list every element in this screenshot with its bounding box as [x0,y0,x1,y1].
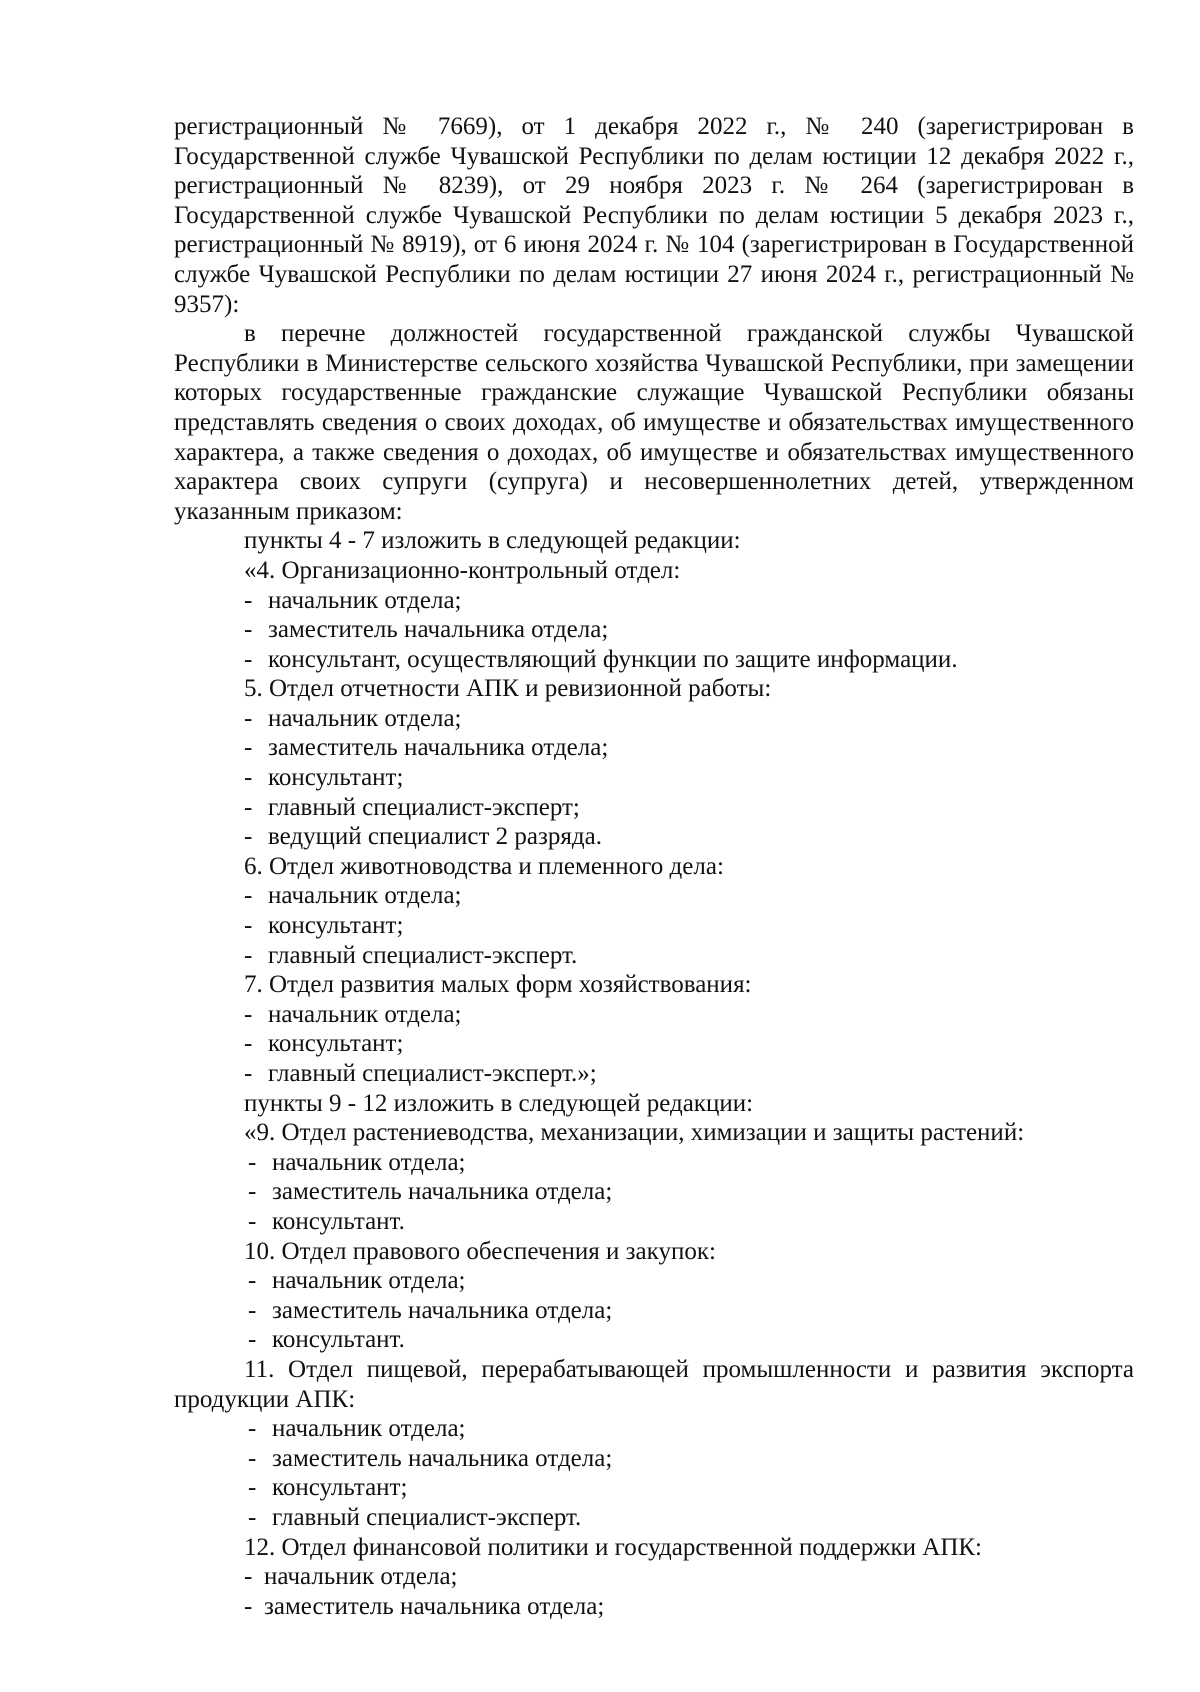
list-item: - начальник отдела; [244,586,462,614]
list-item: - начальник отдела; [244,1563,458,1591]
list-item: - заместитель начальника отдела; [248,1444,613,1472]
list-item: - консультант; [244,912,404,940]
section-heading: 6. Отдел животноводства и племенного дела: [244,852,724,880]
list-item: - заместитель начальника отдела; [244,1592,605,1620]
section-heading: 11. Отдел пищевой, перерабатывающей промышленности и развития экспорта продукции АПК: [174,1355,1134,1413]
document-page [174,112,1134,1621]
list-item: - консультант; [248,1474,408,1502]
list-item: - начальник отдела; [248,1267,466,1295]
amendment-line: пункты 4 - 7 изложить в следующей редакции: [244,527,741,555]
list-item: - консультант. [248,1207,405,1235]
list-item: - заместитель начальника отдела; [244,734,609,762]
list-item: - заместитель начальника отдела; [248,1178,613,1206]
list-item: - начальник отдела; [244,1000,462,1028]
section-heading: 5. Отдел отчетности АПК и ревизионной работы: [244,675,772,703]
section-heading: «9. Отдел растениеводства, механизации, химизации и защиты растений: [244,1119,1025,1147]
amendment-line: пункты 9 - 12 изложить в следующей редакции: [244,1089,754,1117]
list-item: - начальник отдела; [244,882,462,910]
list-item: - начальник отдела; [248,1148,466,1176]
section-heading: «4. Организационно-контрольный отдел: [244,556,681,584]
list-item: - консультант, осуществляющий функции по защите информации. [244,645,958,673]
list-item: - заместитель начальника отдела; [244,616,609,644]
list-paragraph: в перечне должностей государственной гражданской службы Чувашской Республики в Министерстве сельского хозяйства Чувашской Республики, при замещении которых государственные гражданские служащие Чувашской Республики обязаны представлять сведения о своих доходах, об имуществе и обязательствах имущественного характера, а также сведения о доходах, об имуществе и обязательствах имущественного характера своих супруги (супруга) и несовершеннолетних детей, утвержденном указанным приказом: [174,320,1134,525]
list-item: - консультант; [244,764,404,792]
list-item: - начальник отдела; [248,1415,466,1443]
list-item: - главный специалист-эксперт; [244,793,580,821]
list-item: - заместитель начальника отдела; [248,1296,613,1324]
section-heading: 10. Отдел правового обеспечения и закупок: [244,1237,716,1265]
list-item: - начальник отдела; [244,704,462,732]
list-item: - главный специалист-эксперт.»; [244,1060,597,1087]
section-heading: 7. Отдел развития малых форм хозяйствования: [244,971,752,999]
list-item: - ведущий специалист 2 разряда. [244,823,602,851]
list-item: - консультант. [248,1326,405,1354]
section-heading: 12. Отдел финансовой политики и государственной поддержки АПК: [244,1533,982,1561]
list-item: - главный специалист-эксперт. [244,941,578,969]
intro-paragraph: регистрационный № 7669), от 1 декабря 2022 г., № 240 (зарегистрирован в Государственной службе Чувашской Республики по делам юстиции 12 декабря 2022 г., регистрационный № 8239), от 29 ноября 2023 г. № 264 (зарегистрирован в Государственной службе Чувашской Республики по делам юстиции 5 декабря 2023 г., регистрационный № 8919), от 6 июня 2024 г. № 104 (зарегистрирован в Государственной службе Чувашской Республики по делам юстиции 27 июня 2024 г., регистрационный № 9357): [174,113,1134,318]
list-item: - главный специалист-эксперт. [248,1503,582,1531]
list-item: - консультант; [244,1030,404,1058]
